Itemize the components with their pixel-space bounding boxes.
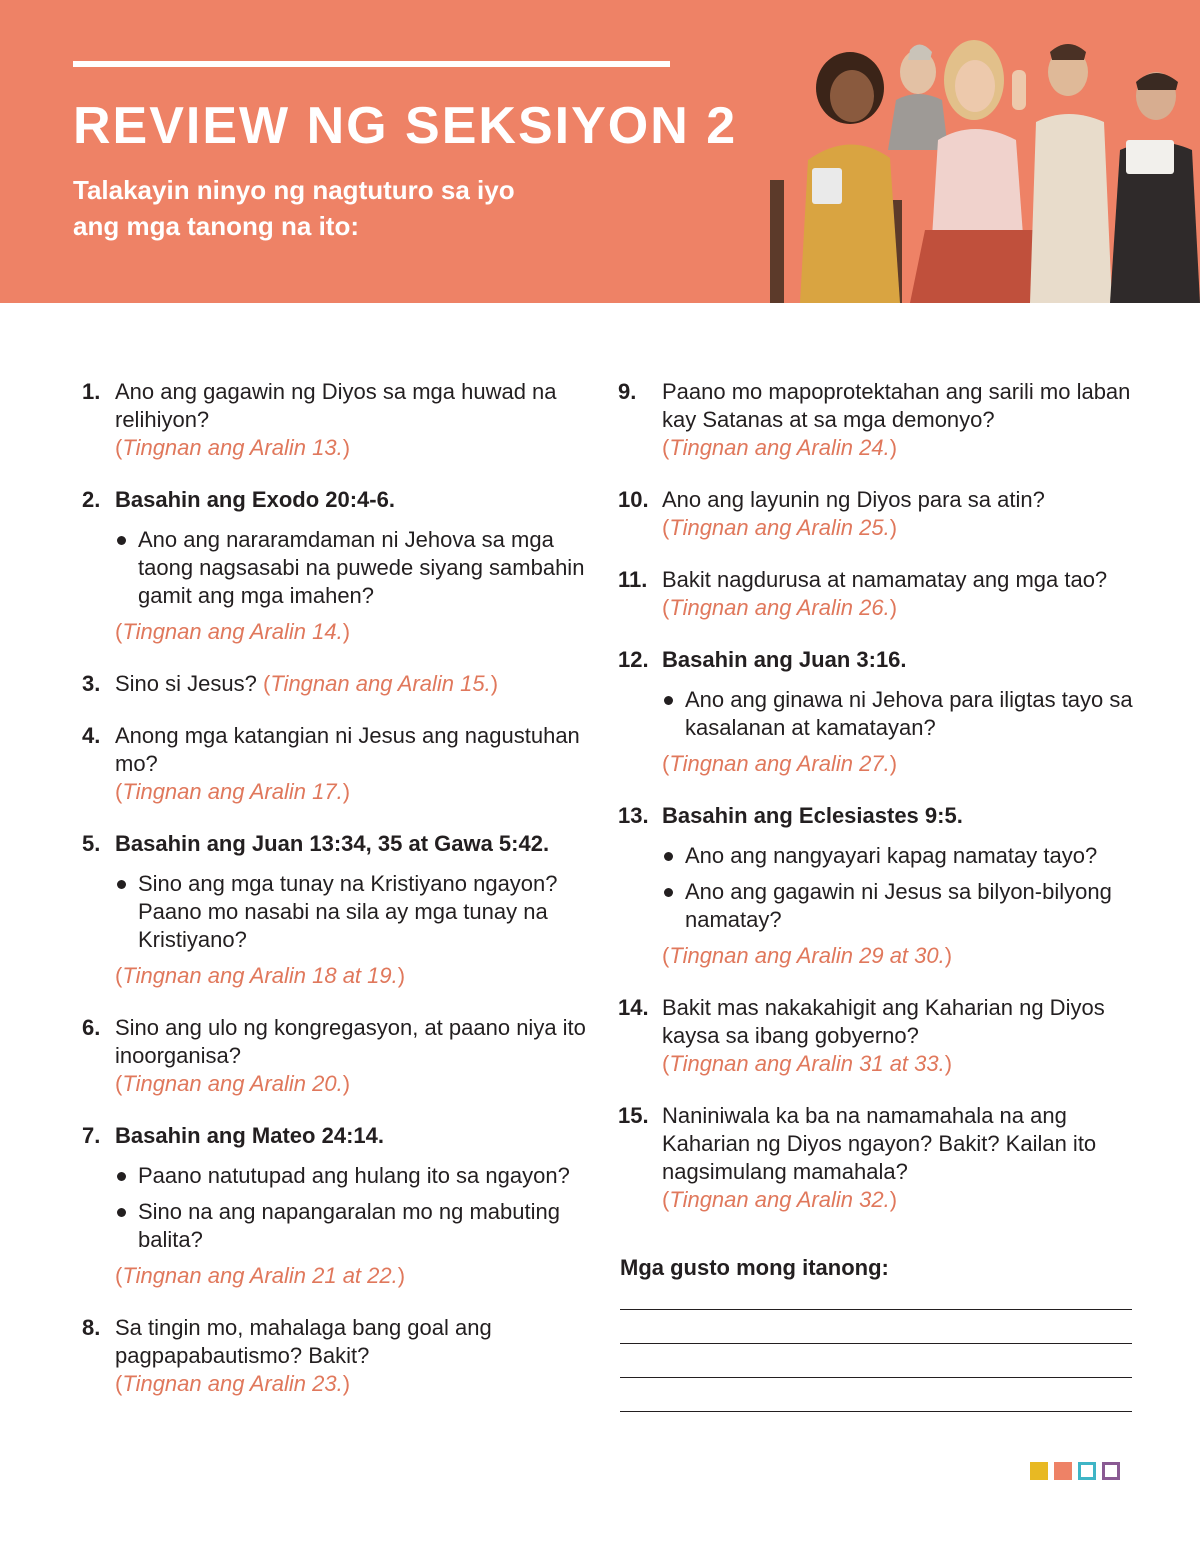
question-number: 15. [618,1103,649,1128]
question-13 [618,802,1138,970]
lesson-reference: (Tingnan ang Aralin 26.) [662,595,898,620]
page-title: REVIEW NG SEKSIYON 2 [73,97,738,155]
question-number: 4. [82,723,101,748]
lesson-reference: (Tingnan ang Aralin 21 at 22.) [115,1263,406,1288]
question-number: 13. [618,803,649,828]
note-line[interactable] [620,1343,1132,1344]
question-text: Naniniwala ka ba na namamahala na ang Kaharian ng Diyos ngayon? Bakit? Kailan ito nagsimulang mamahala? [662,1103,1097,1184]
question-number: 10. [618,487,649,512]
question-text: Bakit mas nakakahigit ang Kaharian ng Diyos kaysa sa ibang gobyerno? [662,995,1105,1048]
scripture-heading: Basahin ang Exodo 20:4-6. [115,487,395,512]
question-12 [618,646,1138,778]
question-text: Sino ang ulo ng kongregasyon, at paano niya ito inoorganisa? [115,1015,586,1068]
question-4 [82,722,602,806]
bullet-item: Ano ang ginawa ni Jehova para iligtas tayo sa kasalanan at kamatayan? [662,686,1138,742]
header-rule [73,61,670,67]
question-text: Ano ang layunin ng Diyos para sa atin? [662,487,1045,512]
note-line[interactable] [620,1309,1132,1310]
lesson-reference: (Tingnan ang Aralin 29 at 30.) [662,943,953,968]
question-number: 8. [82,1315,101,1340]
question-bullets [662,686,1138,742]
bullet-item: Sino ang mga tunay na Kristiyano ngayon? Paano mo nasabi na sila ay mga tunay na Kristiyano? [115,870,602,954]
question-15 [618,1102,1138,1214]
question-number: 3. [82,671,101,696]
page-subtitle [73,172,515,244]
marker-square-purple [1102,1462,1120,1480]
bullet-item: Ano ang nararamdaman ni Jehova sa mga taong nagsasabi na puwede siyang sambahin gamit ang mga imahen? [115,526,602,610]
question-9 [618,378,1138,462]
lesson-reference: (Tingnan ang Aralin 31 at 33.) [662,1051,953,1076]
lesson-reference: (Tingnan ang Aralin 23.) [115,1371,351,1396]
question-11 [618,566,1138,622]
lesson-reference: (Tingnan ang Aralin 32.) [662,1187,898,1212]
scripture-heading: Basahin ang Juan 3:16. [662,647,907,672]
question-text: Bakit nagdurusa at namamatay ang mga tao? [662,567,1108,592]
bullet-item: Paano natutupad ang hulang ito sa ngayon? [115,1162,602,1190]
question-bullets [115,1162,602,1254]
question-number: 6. [82,1015,101,1040]
lesson-reference: (Tingnan ang Aralin 20.) [115,1071,351,1096]
question-text: Sa tingin mo, mahalaga bang goal ang pagpapabautismo? Bakit? [115,1315,492,1368]
question-text: Paano mo mapoprotektahan ang sarili mo laban kay Satanas at sa mga demonyo? [662,379,1131,432]
question-number: 12. [618,647,649,672]
question-5 [82,830,602,990]
question-number: 9. [618,379,637,404]
question-2 [82,486,602,646]
scripture-heading: Basahin ang Eclesiastes 9:5. [662,803,963,828]
lesson-reference: (Tingnan ang Aralin 17.) [115,779,351,804]
scripture-heading: Basahin ang Juan 13:34, 35 at Gawa 5:42. [115,831,550,856]
marker-square-teal [1078,1462,1096,1480]
question-number: 2. [82,487,101,512]
question-bullets [115,870,602,954]
scripture-heading: Basahin ang Mateo 24:14. [115,1123,384,1148]
questions-right-column [618,378,1138,1238]
question-14 [618,994,1138,1078]
people-illustration [760,30,1200,303]
subtitle-line: Talakayin ninyo ng nagtuturo sa iyo [73,175,515,205]
question-number: 14. [618,995,649,1020]
lesson-reference: (Tingnan ang Aralin 25.) [662,515,898,540]
question-number: 7. [82,1123,101,1148]
lesson-reference: (Tingnan ang Aralin 13.) [115,435,351,460]
question-number: 5. [82,831,101,856]
section-color-markers [1030,1462,1120,1480]
question-1 [82,378,602,462]
question-text: Anong mga katangian ni Jesus ang nagustuhan mo? [115,723,580,776]
lesson-reference: (Tingnan ang Aralin 24.) [662,435,898,460]
lesson-reference: (Tingnan ang Aralin 15.) [262,671,499,696]
subtitle-line: ang mga tanong na ito: [73,211,359,241]
marker-square-yellow [1030,1462,1048,1480]
question-text: Ano ang gagawin ng Diyos sa mga huwad na relihiyon? [115,379,557,432]
lesson-reference: (Tingnan ang Aralin 18 at 19.) [115,963,406,988]
question-8 [82,1314,602,1398]
section-header [0,0,1200,303]
question-text: Sino si Jesus? [115,671,257,696]
marker-square-coral [1054,1462,1072,1480]
lesson-reference: (Tingnan ang Aralin 14.) [115,619,351,644]
notes-label: Mga gusto mong itanong: [620,1255,889,1280]
question-bullets [662,842,1138,934]
lesson-reference: (Tingnan ang Aralin 27.) [662,751,898,776]
question-bullets [115,526,602,610]
question-6 [82,1014,602,1098]
question-7 [82,1122,602,1290]
question-number: 11. [618,567,648,592]
questions-left-column [82,378,602,1422]
bullet-item: Ano ang nangyayari kapag namatay tayo? [662,842,1138,870]
question-number: 1. [82,379,101,404]
question-3 [82,670,602,698]
note-line[interactable] [620,1377,1132,1378]
bullet-item: Sino na ang napangaralan mo ng mabuting balita? [115,1198,602,1254]
bullet-item: Ano ang gagawin ni Jesus sa bilyon-bilyong namatay? [662,878,1138,934]
question-10 [618,486,1138,542]
note-line[interactable] [620,1411,1132,1412]
